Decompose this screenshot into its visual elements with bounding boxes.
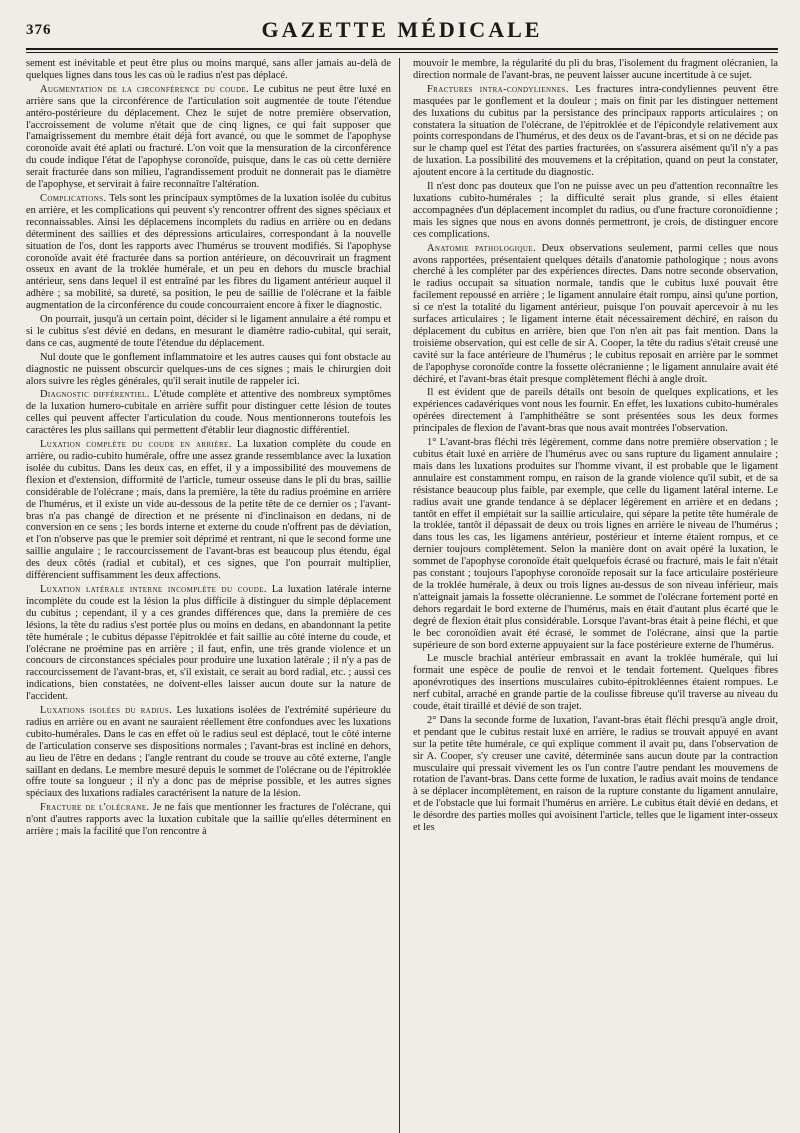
- right-column: [413, 58, 778, 1133]
- paragraph-text: Il est évident que de pareils détails ont besoin de quelques explications, et les expériences cadavériques vont nous les fournir. En effet, les luxations cubito-humérales opérées directement à l'amphithéâtre se sont présentées sous les deux formes principales de flexion de l'avant-bras que nous avait montrées l'observation.: [413, 387, 778, 435]
- page-header: [26, 14, 778, 50]
- paragraph: [26, 314, 391, 350]
- section-heading: Anatomie pathologique.: [427, 242, 536, 254]
- paragraph: [413, 387, 778, 435]
- paragraph-text: L'étude complète et attentive des nombreux symptômes de la luxation humero-cubitale en arrière suffit pour distinguer cette lésion de toutes celles qui peuvent affecter l'articulation du coude. Nous mentionnerons toutefois les caractères les plus saillans qui permettent d'établir leur diagnostic différentiel.: [26, 389, 391, 437]
- section-heading: Fractures intra-condyliennes.: [427, 83, 569, 95]
- paragraph: [26, 84, 391, 191]
- section-heading: Fracture de l'olécrane.: [40, 802, 150, 814]
- section-heading: Luxation latérale interne incomplète du coude.: [40, 583, 267, 595]
- paragraph: [26, 584, 391, 703]
- section-heading: Augmentation de la circonférence du coude.: [40, 83, 250, 95]
- paragraph: [26, 705, 391, 800]
- paragraph: [26, 439, 391, 582]
- section-heading: Complications.: [40, 192, 107, 204]
- section-heading: Luxation complète du coude en arrière.: [40, 439, 232, 451]
- paragraph-text: sement est inévitable et peut être plus ou moins marqué, sans aller jamais au-delà de quelques lignes dans tous les cas où le radius n'est pas déplacé.: [26, 58, 391, 81]
- left-column: [26, 58, 391, 1133]
- paragraph-text: Je ne fais que mentionner les fractures de l'olécrane, qui n'ont d'autres rapports avec la luxation cubitale que la saillie qu'elles déterminent en arrière ; mais la facilité que l'on rencontre à: [26, 802, 391, 838]
- paragraph: [413, 243, 778, 386]
- paragraph: [26, 802, 391, 838]
- paragraph-text: Les fractures intra-condyliennes peuvent être masquées par le gonflement et la douleur ; mais on finit par les distinguer nettement des luxations du cubitus par la persistance des principaux rapports articulaires ; on constatera la situation de l'olécrane, de l'épitroklée et de l'épicondyle relativement aux points correspondans de l'humérus, et des deux os de l'avant-bras, et si on ne décide pas sur le champ quel est l'état des parties fracturées, on s'assurera aisément qu'il n'y a pas de luxation. La possibilité des mouvemens et la crépitation, quand on peut la constater, ajoutent encore à la certitude du diagnostic.: [413, 83, 778, 179]
- paragraph-text: Deux observations seulement, parmi celles que nous avons rapportées, présentaient quelques détails d'anatomie pathologique ; nous avons cherché à les compléter par des expériences directes. Dans notre seconde observation, le radius occupait sa situation normale, tandis que le cubitus luxé pouvait être facilement repoussé en arrière ; le ligament annulaire était rompu, ainsi qu'une portion, si ce n'est la totalité du ligament antérieur, puisque l'on pouvait apercevoir à nu les surfaces articulaires ; le ligament interne était nécessairement déchiré, en raison du déplacement du cubitus en arrière, bien que l'on n'en ait pas fait mention. Dans la troisième observation, qui est celle de sir A. Cooper, la tête du radius s'était creusé une cavité sur la face antérieure de l'humérus ; le cubitus reposait en arrière par le sommet de l'apophyse coronoïde contre la fossette olécranienne ; le ligament annulaire avait été déchiré, et l'avant-bras était presque complètement fléchi à angle droit.: [413, 242, 778, 385]
- paragraph-text: On pourrait, jusqu'à un certain point, décider si le ligament annulaire a été rompu et si le cubitus s'est dévié en dedans, en mesurant le diamètre radio-cubital, qui serait, dans ce cas, augmenté de toute l'étendue du déplacement.: [26, 314, 391, 349]
- text-columns: [26, 58, 778, 1133]
- paragraph-text: Les luxations isolées de l'extrémité supérieure du radius en arrière ou en avant ne sauraient réellement être confondues avec les luxations cubito-humérales. Dans le cas en effet où le radius seul est déplacé, tout le côté interne de l'articulation conserve ses dispositions normales ; l'avant-bras est incliné en dehors, au lieu de l'être en dedans ; l'angle rentrant du coude se trouve au côté externe, l'angle saillant en dedans. Le membre mesuré depuis le sommet de l'olécrane ou de l'épitroklée offre toute sa longueur ; il n'y a donc pas de méprise possible, et les autres signes spéciaux des luxations radiales caractérisent la nature de la lésion.: [26, 705, 391, 800]
- paragraph-text: 2° Dans la seconde forme de luxation, l'avant-bras était fléchi presqu'à angle droit, et pendant que le cubitus restait luxé en arrière, le radius se trouvait appuyé en avant sur la petite tête humérale, ce qui explique comment il avait pu, dans l'observation de sir A. Cooper, s'y creuser une cavité, déterminée sans aucun doute par la contraction musculaire qui pressait vivement les os l'un contre l'autre pendant les mouvemens de rotation de l'avant-bras. Dans cette forme de luxation, le radius avait moins de tendance à se déplacer incomplètement, en raison de la rupture constante du ligament annulaire, et de l'obstacle que lui formait l'humérus en arrière. Le cubitus était dévié en dedans, et le désordre des parties molles qui avoisinent l'article, telles que le ligament inter-osseux et les: [413, 714, 778, 834]
- paragraph-text: La luxation latérale interne incomplète du coude est la lésion la plus difficile à distinguer du simple déplacement du cubitus ; cependant, il y a ces grandes différences que, dans la première de ces lésions, la tête du radius s'est portée plus ou moins en dedans, en abandonnant la petite tête humérale ; le cubitus dépasse l'épitroklée et fait saillie au côté interne du coude, et l'olécrane ne proémine pas en arrière ; il faut, enfin, une très grande violence et un concours de circonstances spéciales pour produire une luxation latérale ; il n'y a pas de raccourcissement de l'avant-bras, et, s'il existait, ce serait au bord radial, etc. ; aussi ces indications, bien constatées, ne doivent-elles laisser aucun doute sur la nature de l'accident.: [26, 583, 391, 703]
- section-heading: Diagnostic différentiel.: [40, 389, 150, 401]
- paragraph: [413, 84, 778, 179]
- paragraph: [413, 181, 778, 241]
- paragraph: [26, 193, 391, 312]
- paragraph: [413, 715, 778, 834]
- paragraph-text: Le muscle brachial antérieur embrassait en avant la troklée humérale, qui lui formait une espèce de poulie de renvoi et le tendait fortement. Quelques fibres aponévrotiques des insertions musculaires cubito-épitrokléennes étaient rompues. Le nerf cubital, arraché en grande partie de la coulisse fibreuse qu'il traverse au niveau du coude, était tiraillé et dévié de son trajet.: [413, 653, 778, 713]
- paragraph-text: Nul doute que le gonflement inflammatoire et les autres causes qui font obstacle au diagnostic ne puissent obscurcir quelques-uns de ces signes ; mais le chirurgien doit alors suivre les règles générales, qu'il serait inutile de rappeler ici.: [26, 351, 391, 387]
- paragraph: [413, 58, 778, 82]
- page-number: 376: [26, 22, 52, 38]
- paragraph-text: mouvoir le membre, la régularité du pli du bras, l'isolement du fragment olécranien, la direction normale de l'avant-bras, ne peuvent laisser aucune incertitude à ce sujet.: [413, 58, 778, 81]
- paragraph: [26, 352, 391, 388]
- journal-title: GAZETTE MÉDICALE: [261, 17, 543, 42]
- column-divider: [399, 58, 400, 1133]
- paragraph: [413, 653, 778, 713]
- paragraph-text: Le cubitus ne peut être luxé en arrière sans que la circonférence de l'articulation soit augmentée de toute l'étendue antéro-postérieure du déplacement. Chez le sujet de notre première observation, l'accroissement de volume n'était que de cinq lignes, ce qui fait supposer que l'amaigrissement du membre était déjà fort avancé, ou que le sommet de l'apophyse coronoïde avait été aplati ou fracturé. L'on voit que la mensuration de la circonférence du coude indique l'état de l'apophyse coronoïde, puisque, dans le cas où cette dernière serait fracturée dans son milieu, l'agrandissement produit ne donnerait pas le diamètre de l'apophyse, et servirait à faire reconnaître l'altération.: [26, 83, 391, 191]
- paragraph-text: La luxation complète du coude en arrière, ou radio-cubito humérale, offre une assez grande ressemblance avec la luxation isolée du cubitus. Dans les deux cas, en effet, il y a impossibilité des mouvemens de flexion et d'extension, difformité de l'article, tumeur osseuse dans le pli du bras, saillie considérable de l'olécrane ; mais, dans la première, la tête du radius proémine en arrière de l'humérus, et il existe un vide au-dessous de la petite tête de ce dernier os ; l'avant-bras n'a pas changé de direction et ne présente ni d'inclinaison en dedans, ni de conversion en ce sens ; les bords interne et externe du coude n'offrent pas de déviation, et l'on n'observe pas que le premier soit déprimé et rentrant, ni que le second forme une saillie angulaire ; le raccourcissement de l'avant-bras est beaucoup plus étendu, égal des deux côtés (radial et cubital), et ces signes, que l'on pourrait multiplier, différencient suffisamment les deux affections.: [26, 439, 391, 582]
- paragraph-text: Il n'est donc pas douteux que l'on ne puisse avec un peu d'attention reconnaître les luxations cubito-humérales ; la difficulté serait plus grande, si elles étaient accompagnées d'un déplacement incomplet du radius, ou d'une fracture coronoïdienne ; mais les signes que nous en avons donnés permettront, je crois, de distinguer encore ces complications.: [413, 181, 778, 240]
- paragraph: [26, 58, 391, 82]
- paragraph: [413, 437, 778, 651]
- paragraph-text: 1° L'avant-bras fléchi très légèrement, comme dans notre première observation ; le cubitus était luxé en arrière de l'humérus avec ou sans rupture du ligament annulaire ; mais dans les luxations produites sur l'homme vivant, il est probable que le ligament annulaire est constamment rompu, en raison de la grande violence qu'il subit, et de sa résistance beaucoup plus faible, par exemple, que celle du ligament latéral interne. Le radius avait une grande tendance à se déplacer légèrement en arrière et en dedans ; tantôt en effet il empiétait sur la saillie articulaire, qui sépare la petite tête humérale de la troklée, tantôt il dépassait de deux ou trois lignes en arrière le niveau de l'humérus ; dans tous les cas, les ligamens antérieur, postérieur et interne étaient rompus, et ce dernier toujours complètement. Selon la manière dont on avait opéré la luxation, le sommet de l'apophyse coronoïde était quelquefois écrasé ou fracturé, mais le fait n'était pas constant ; toujours l'apophyse coronoïde reposait sur la face articulaire postérieure de la troklée humérale, à deux ou trois lignes au-dessus de son niveau inférieur, mais n'atteignait jamais la fossette olécranienne. Le sommet de l'olécrane fortement porté en dehors regardait le bord externe de l'humérus, mais en était d'autant plus écarté que le degré de flexion était plus considérable. Lorsque l'avant-bras était à peine fléchi, et que le bec coronoïdien avait été écrasé, le sommet de l'olécrane, ainsi que la partie supérieure de son bord externe appuyaient sur la face postérieure externe de l'humérus.: [413, 437, 778, 651]
- paragraph: [26, 389, 391, 437]
- section-heading: Luxations isolées du radius.: [40, 705, 173, 717]
- paragraph-text: Tels sont les principaux symptômes de la luxation isolée du cubitus en arrière, et les complications qui peuvent s'y rencontrer offrent des signes spéciaux et reconnaissables. Ainsi les déplacemens incomplets du radius en arrière ou en dedans déterminent des saillies et des dépressions articulaires, correspondant à la nouvelle situation de l'os, dont les rapports avec l'humérus se trouvent modifiés. Si l'apophyse coronoïde avait été fracturée dans sa portion antérieure, on découvrirait un fragment osseux en avant de la troklée humérale, et un peu en dehors du muscle brachial antérieur, sens dans lequel il est entraîné par les fibres du ligament antérieur auquel il adhère ; sa mobilité, sa dureté, sa position, le peu de saillie de l'olécrane et la faible augmentation de la circonférence du coude concourraient encore à fixer le diagnostic.: [26, 192, 391, 312]
